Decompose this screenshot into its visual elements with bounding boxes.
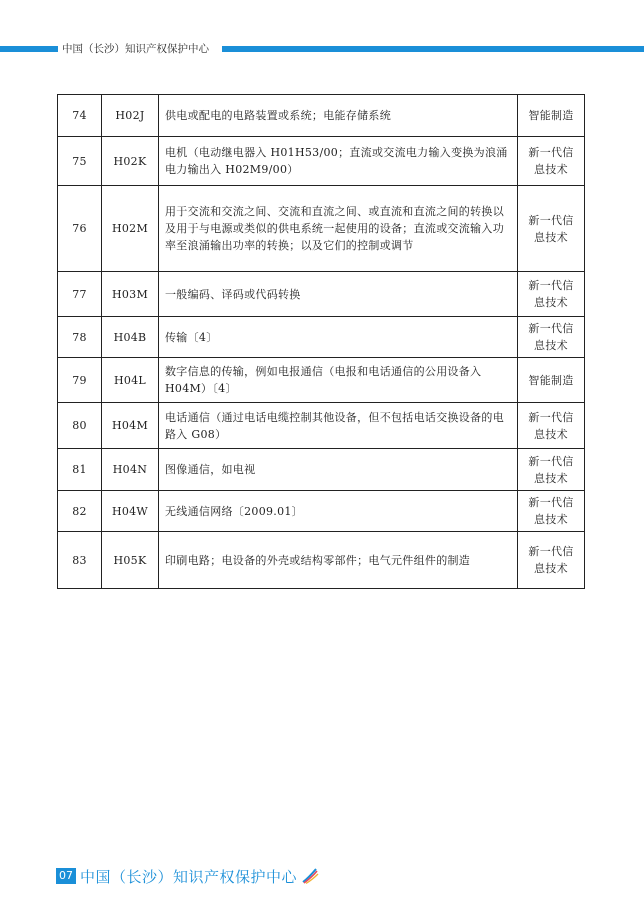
ipc-description: 印刷电路；电设备的外壳或结构零部件；电气元件组件的制造	[159, 532, 518, 589]
industry-category: 新一代信息技术	[518, 403, 585, 449]
row-number: 79	[58, 358, 102, 403]
row-number: 78	[58, 317, 102, 358]
ipc-code: H02J	[102, 95, 159, 137]
ipc-description: 一般编码、译码或代码转换	[159, 272, 518, 317]
row-number: 82	[58, 491, 102, 532]
table-row	[58, 358, 585, 403]
ipc-code: H02M	[102, 186, 159, 272]
industry-category: 新一代信息技术	[518, 186, 585, 272]
table-row	[58, 317, 585, 358]
ribbon-logo-icon	[301, 867, 319, 885]
industry-category: 新一代信息技术	[518, 491, 585, 532]
row-number: 76	[58, 186, 102, 272]
footer-title: 中国（长沙）知识产权保护中心	[80, 867, 298, 886]
ipc-description: 传输〔4〕	[159, 317, 518, 358]
table-row	[58, 137, 585, 186]
ipc-description: 图像通信，如电视	[159, 449, 518, 491]
industry-category: 新一代信息技术	[518, 317, 585, 358]
page-number: 07	[56, 868, 76, 884]
table-row	[58, 403, 585, 449]
header-bar-right	[222, 46, 644, 52]
table-row	[58, 95, 585, 137]
ipc-description: 无线通信网络〔2009.01〕	[159, 491, 518, 532]
table-row	[58, 491, 585, 532]
industry-category: 新一代信息技术	[518, 137, 585, 186]
table-row	[58, 532, 585, 589]
footer	[56, 866, 319, 886]
ipc-code: H05K	[102, 532, 159, 589]
ipc-code: H04M	[102, 403, 159, 449]
ipc-description: 电机（电动继电器入 H01H53/00；直流或交流电力输入变换为浪涌电力输出入 H02M9/00）	[159, 137, 518, 186]
ipc-description: 用于交流和交流之间、交流和直流之间、或直流和直流之间的转换以及用于与电源或类似的供电系统一起使用的设备；直流或交流输入功率至浪涌输出功率的转换；以及它们的控制或调节	[159, 186, 518, 272]
row-number: 80	[58, 403, 102, 449]
row-number: 81	[58, 449, 102, 491]
row-number: 83	[58, 532, 102, 589]
table-row	[58, 272, 585, 317]
ipc-description: 电话通信（通过电话电缆控制其他设备，但不包括电话交换设备的电路入 G08）	[159, 403, 518, 449]
ipc-code: H04L	[102, 358, 159, 403]
row-number: 77	[58, 272, 102, 317]
industry-category: 智能制造	[518, 358, 585, 403]
ipc-code: H03M	[102, 272, 159, 317]
ipc-code: H04N	[102, 449, 159, 491]
row-number: 75	[58, 137, 102, 186]
industry-category: 新一代信息技术	[518, 272, 585, 317]
ipc-code: H02K	[102, 137, 159, 186]
header-bar-left	[0, 46, 58, 52]
row-number: 74	[58, 95, 102, 137]
ipc-code: H04B	[102, 317, 159, 358]
industry-category: 新一代信息技术	[518, 532, 585, 589]
ipc-classification-table	[57, 94, 585, 589]
ipc-description: 供电或配电的电路装置或系统；电能存储系统	[159, 95, 518, 137]
industry-category: 智能制造	[518, 95, 585, 137]
industry-category: 新一代信息技术	[518, 449, 585, 491]
table-row	[58, 186, 585, 272]
header-title: 中国（长沙）知识产权保护中心	[62, 43, 209, 55]
ipc-description: 数字信息的传输，例如电报通信（电报和电话通信的公用设备入 H04M）〔4〕	[159, 358, 518, 403]
table-row	[58, 449, 585, 491]
ipc-code: H04W	[102, 491, 159, 532]
